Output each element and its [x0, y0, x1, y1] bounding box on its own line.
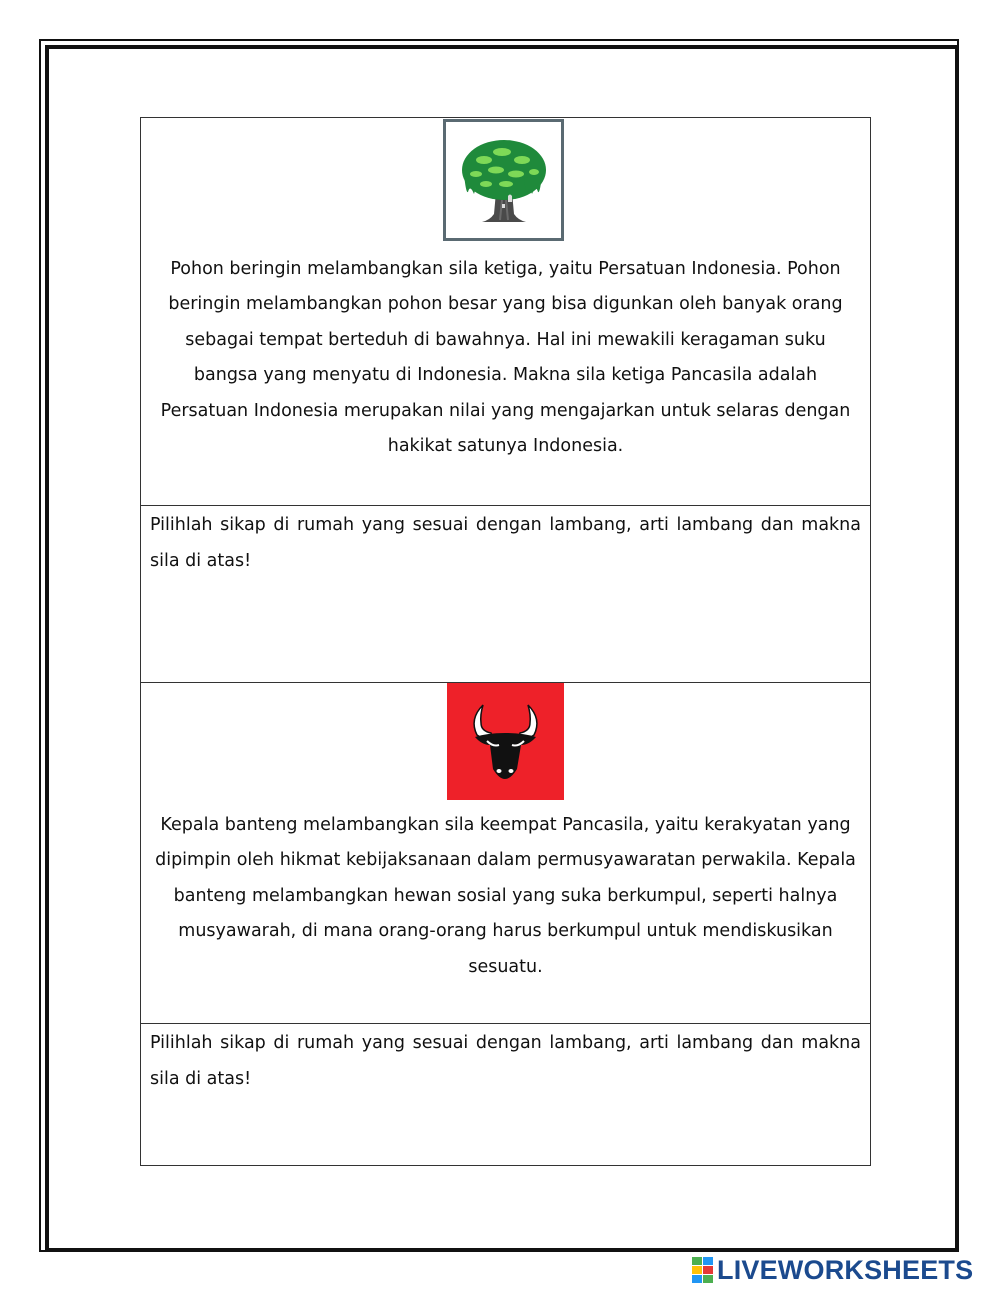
sila-3-description: Pohon beringin melambangkan sila ketiga, yaitu Persatuan Indonesia. Pohon beringin melambangkan pohon besar yang bisa digunkan oleh banyak orang sebagai tempat berteduh di bawahnya. Hal ini mewakili keragaman suku bangsa yang menyatu di Indonesia. Makna sila ketiga Pancasila adalah Persatuan Indonesia merupakan nilai yang mengajarkan untuk selaras dengan hakikat satunya Indonesia.	[160, 259, 851, 457]
sila-3-answer-cell	[141, 506, 870, 683]
worksheet-table	[140, 117, 871, 1166]
liveworksheets-logo	[692, 1255, 973, 1285]
sila-3-prompt: Pilihlah sikap di rumah yang sesuai dengan lambang, arti lambang dan makna sila di atas!	[150, 515, 861, 571]
sila-3-info-cell	[141, 118, 870, 506]
bull-head-icon	[447, 683, 564, 800]
liveworksheets-brand-text: LIVEWORKSHEETS	[717, 1254, 974, 1285]
sila-4-description: Kepala banteng melambangkan sila keempat Pancasila, yaitu kerakyatan yang dipimpin oleh hikmat kebijaksanaan dalam permusyawaratan perwakila. Kepala banteng melambangkan hewan sosial yang suka berkumpul, seperti halnya musyawarah, di mana orang-orang harus berkumpul untuk mendiskusikan sesuatu.	[155, 815, 856, 977]
banyan-tree-emblem	[443, 119, 564, 241]
sila-4-info-cell	[141, 683, 870, 1024]
liveworksheets-blocks-icon	[692, 1257, 714, 1283]
bull-head-emblem	[447, 683, 564, 800]
banyan-tree-icon	[446, 122, 561, 238]
sila-4-prompt: Pilihlah sikap di rumah yang sesuai dengan lambang, arti lambang dan makna sila di atas!	[150, 1033, 861, 1089]
sila-4-answer-cell	[141, 1024, 870, 1165]
